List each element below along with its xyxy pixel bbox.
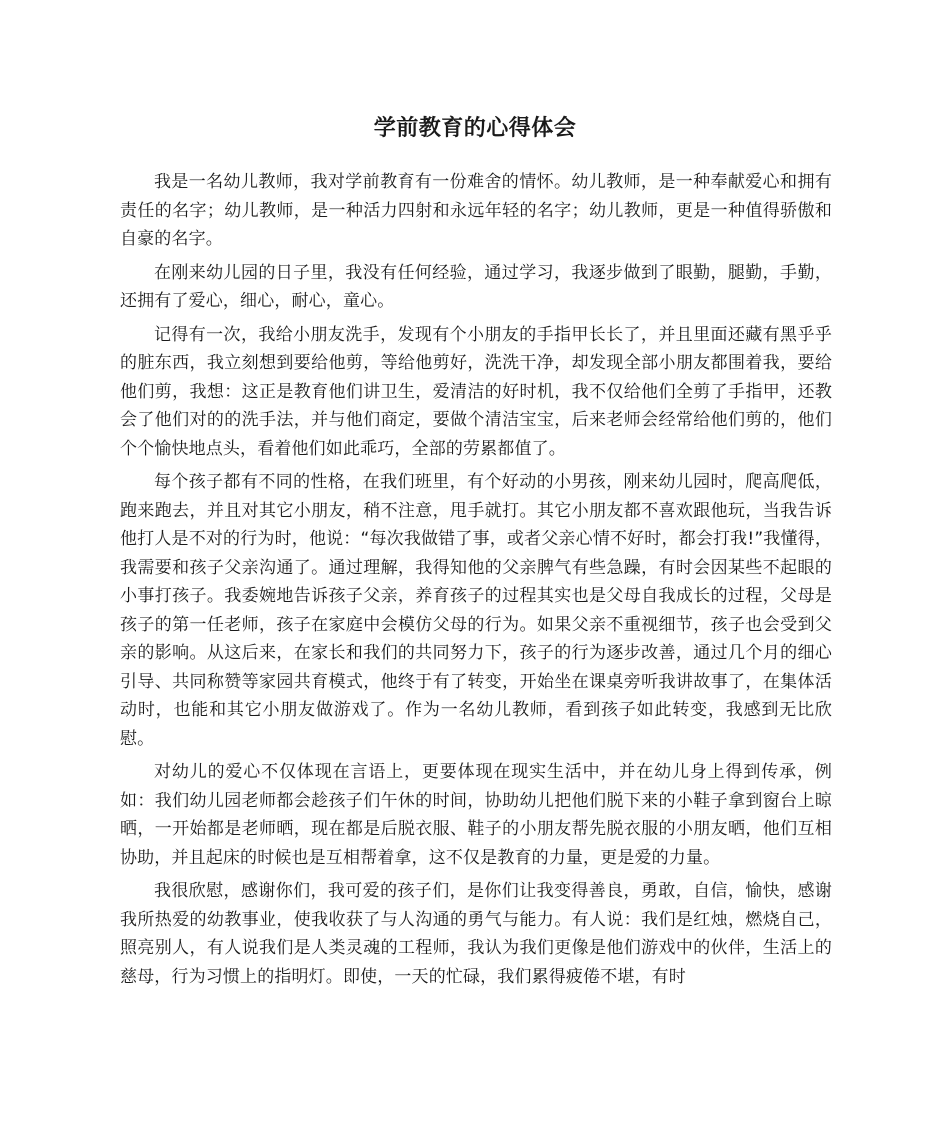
document-title: 学前教育的心得体会 <box>373 115 577 141</box>
paragraph: 记得有一次，我给小朋友洗手，发现有个小朋友的手指甲长长了，并且里面还藏有黑乎乎的脏东西，我立刻想到要给他剪，等给他剪好，洗洗干净，却发现全部小朋友都围着我，要给他们剪，我想：这正是教育他们讲卫生，爱清洁的好时机，我不仅给他们全剪了手指甲，还教会了他们对的的洗手法，并与他们商定，要做个清洁宝宝，后来老师会经常给他们剪的，他们个个愉快地点头，看着他们如此乖巧，全部的劳累都值了。 <box>120 324 832 459</box>
paragraph: 在刚来幼儿园的日子里，我没有任何经验，通过学习，我逐步做到了眼勤，腿勤，手勤，还拥有了爱心，细心，耐心，童心。 <box>120 262 832 311</box>
paragraph: 每个孩子都有不同的性格，在我们班里，有个好动的小男孩，刚来幼儿园时，爬高爬低，跑来跑去，并且对其它小朋友，稍不注意，甩手就打。其它小朋友都不喜欢跟他玩，当我告诉他打人是不对的行为时，他说：“每次我做错了事，或者父亲心情不好时，都会打我!”我懂得，我需要和孩子父亲沟通了。通过理解，我得知他的父亲脾气有些急躁，有时会因某些不起眼的小事打孩子。我委婉地告诉孩子父亲，养育孩子的过程其实也是父母自我成长的过程，父母是孩子的第一任老师，孩子在家庭中会模仿父母的行为。如果父亲不重视细节，孩子也会受到父亲的影响。从这后来，在家长和我们的共同努力下，孩子的行为逐步改善，通过几个月的细心引导、共同称赞等家园共育模式，他终于有了转变，开始坐在课桌旁听我讲故事了，在集体活动时，也能和其它小朋友做游戏了。作为一名幼儿教师，看到孩子如此转变，我感到无比欣慰。 <box>120 472 832 749</box>
paragraph: 我很欣慰，感谢你们，我可爱的孩子们，是你们让我变得善良，勇敢，自信，愉快，感谢我所热爱的幼教事业，使我收获了与人沟通的勇气与能力。有人说：我们是红烛，燃烧自己，照亮别人，有人说我们是人类灵魂的工程师，我认为我们更像是他们游戏中的伙伴，生活上的慈母，行为习惯上的指明灯。即使，一天的忙碌，我们累得疲倦不堪，有时 <box>120 881 832 987</box>
paragraph: 我是一名幼儿教师，我对学前教育有一份难舍的情怀。幼儿教师，是一种奉献爱心和拥有责任的名字；幼儿教师，是一种活力四射和永远年轻的名字；幼儿教师，更是一种值得骄傲和自豪的名字。 <box>120 172 832 249</box>
paragraph: 对幼儿的爱心不仅体现在言语上，更要体现在现实生活中，并在幼儿身上得到传承，例如：我们幼儿园老师都会趁孩子们午休的时间，协助幼儿把他们脱下来的小鞋子拿到窗台上晾晒，一开始都是老师晒，现在都是后脱衣服、鞋子的小朋友帮先脱衣服的小朋友晒，他们互相协助，并且起床的时候也是互相帮着拿，这不仅是教育的力量，更是爱的力量。 <box>120 762 832 868</box>
document-body <box>120 168 832 996</box>
